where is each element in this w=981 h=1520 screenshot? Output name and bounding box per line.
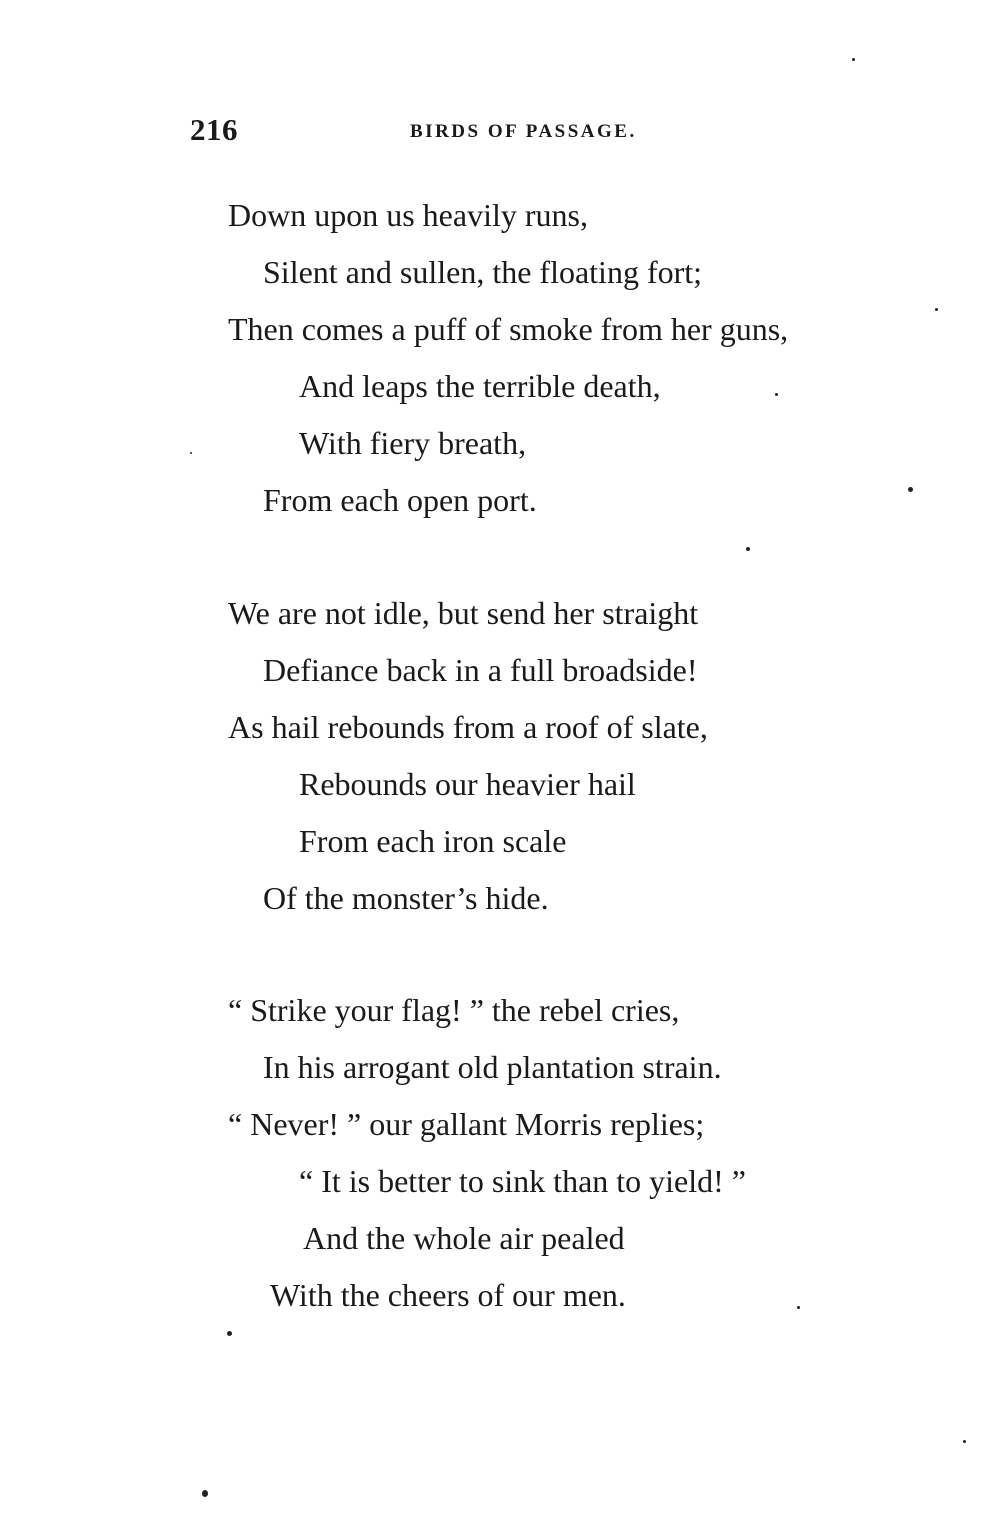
page-header [190, 112, 890, 152]
scan-speck [775, 393, 778, 396]
poem-line: Defiance back in a full broadside! [263, 652, 698, 688]
scan-speck [202, 1490, 208, 1497]
poem-line: Then comes a puff of smoke from her guns, [228, 311, 789, 347]
scan-speck [227, 1331, 232, 1336]
poem-line: With fiery breath, [299, 425, 527, 461]
poem-line: And leaps the terrible death, [299, 368, 661, 404]
poem-line: Rebounds our heavier hail [299, 766, 636, 802]
poem-line: “ Strike your flag! ” the rebel cries, [228, 992, 680, 1028]
poem-line: Of the monster’s hide. [263, 880, 549, 916]
poem-line: As hail rebounds from a roof of slate, [228, 709, 708, 745]
poem-line: “ It is better to sink than to yield! ” [299, 1163, 746, 1199]
poem-line: We are not idle, but send her straight [228, 595, 699, 631]
page-number: 216 [190, 112, 238, 147]
poem-line: From each iron scale [299, 823, 567, 859]
scan-speck [908, 487, 913, 492]
poem-line: Silent and sullen, the floating fort; [263, 254, 703, 290]
scan-speck [963, 1440, 966, 1443]
poem-line: In his arrogant old plantation strain. [263, 1049, 722, 1085]
poem-line: From each open port. [263, 482, 537, 518]
scan-speck [935, 308, 938, 311]
scan-speck [797, 1306, 800, 1309]
running-head: BIRDS OF PASSAGE. [410, 121, 637, 142]
poem-line: “ Never! ” our gallant Morris replies; [228, 1106, 705, 1142]
scan-speck [746, 547, 750, 551]
scan-speck [852, 58, 855, 61]
poem-line: With the cheers of our men. [270, 1277, 626, 1313]
poem-line: Down upon us heavily runs, [228, 197, 588, 233]
scan-speck [190, 452, 192, 454]
poem-line: And the whole air pealed [303, 1220, 625, 1256]
